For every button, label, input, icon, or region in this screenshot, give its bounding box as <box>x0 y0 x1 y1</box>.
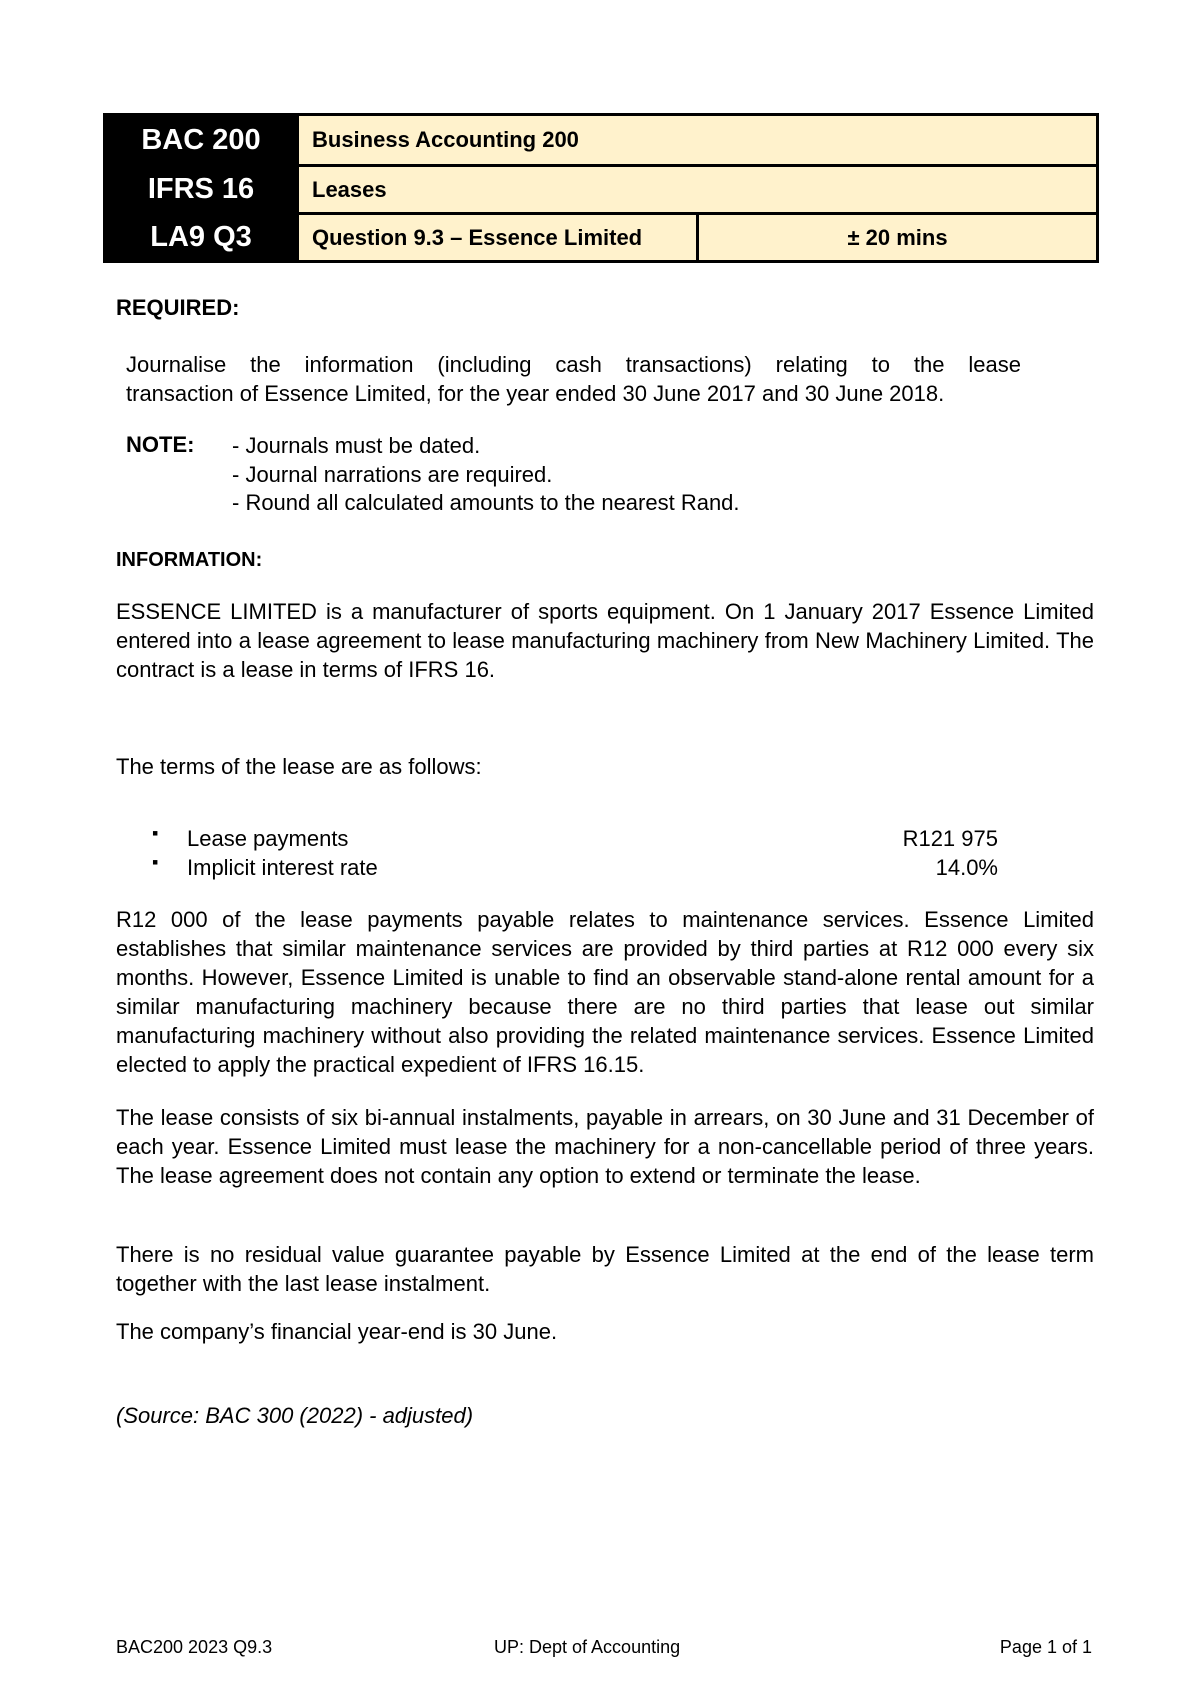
terms-intro: The terms of the lease are as follows: <box>116 754 482 779</box>
header-row-question <box>105 214 1098 262</box>
course-title: Business Accounting 200 <box>298 115 1098 166</box>
note-items <box>232 432 932 518</box>
lease-terms-list <box>148 823 998 884</box>
information-paragraph-2: R12 000 of the lease payments payable relates to maintenance services. Essence Limited establishes that similar maintenance services are provided by third parties at R12 000 every six months. However, Essence Limited is unable to find an observable stand-alone rental amount for a similar manufacturing machinery because there are no third parties that lease out similar manufacturing machinery without also providing the related maintenance services. Essence Limited elected to apply the practical expedient of IFRS 16.15. <box>116 907 1094 1077</box>
information-heading: INFORMATION: <box>116 549 263 571</box>
term-label: Implicit interest rate <box>187 855 378 880</box>
topic-title: Leases <box>298 166 1098 214</box>
required-heading: REQUIRED: <box>116 295 240 320</box>
source-note: (Source: BAC 300 (2022) - adjusted) <box>116 1403 474 1428</box>
information-paragraph-5: The company’s financial year-end is 30 June. <box>116 1319 558 1344</box>
question-title: Question 9.3 – Essence Limited <box>298 214 698 262</box>
required-text <box>126 350 1021 408</box>
footer-center: UP: Dept of Accounting <box>494 1637 681 1657</box>
footer-left: BAC200 2023 Q9.3 <box>116 1637 273 1657</box>
footer-page-number: Page 1 of 1 <box>999 1637 1092 1657</box>
note-item: - Journal narrations are required. <box>232 461 553 487</box>
question-code: LA9 Q3 <box>105 214 298 262</box>
topic-code: IFRS 16 <box>105 166 298 214</box>
required-line-2: transaction of Essence Limited, for the year ended 30 June 2017 and 30 June 2018. <box>126 381 945 406</box>
list-item <box>148 852 998 884</box>
header-table <box>103 113 1099 263</box>
note-item: - Journals must be dated. <box>232 433 481 458</box>
note-label: NOTE: <box>126 432 195 457</box>
term-label: Lease payments <box>187 826 349 851</box>
note-item: - Round all calculated amounts to the nearest Rand. <box>232 490 740 515</box>
course-code: BAC 200 <box>105 115 298 166</box>
header-row-course <box>105 115 1098 166</box>
bullet-icon: ▪ <box>152 823 159 843</box>
term-value: 14.0% <box>935 855 998 880</box>
information-paragraph-1: ESSENCE LIMITED is a manufacturer of sports equipment. On 1 January 2017 Essence Limited entered into a lease agreement to lease manufacturing machinery from New Machinery Limited. The contract is a lease in terms of IFRS 16. <box>116 599 1094 682</box>
list-item <box>148 823 998 855</box>
question-time: ± 20 mins <box>698 214 1098 262</box>
required-line-1: Journalise the information (including cash transactions) relating to the lease <box>126 352 1021 377</box>
header-row-topic <box>105 166 1098 214</box>
information-paragraph-4: There is no residual value guarantee payable by Essence Limited at the end of the lease term together with the last lease instalment. <box>116 1242 1094 1296</box>
term-value: R121 975 <box>902 826 998 851</box>
bullet-icon: ▪ <box>152 852 159 872</box>
information-paragraph-3: The lease consists of six bi-annual instalments, payable in arrears, on 30 June and 31 December of each year. Essence Limited must lease the machinery for a non-cancellable period of three years. The lease agreement does not contain any option to extend or terminate the lease. <box>116 1105 1094 1188</box>
